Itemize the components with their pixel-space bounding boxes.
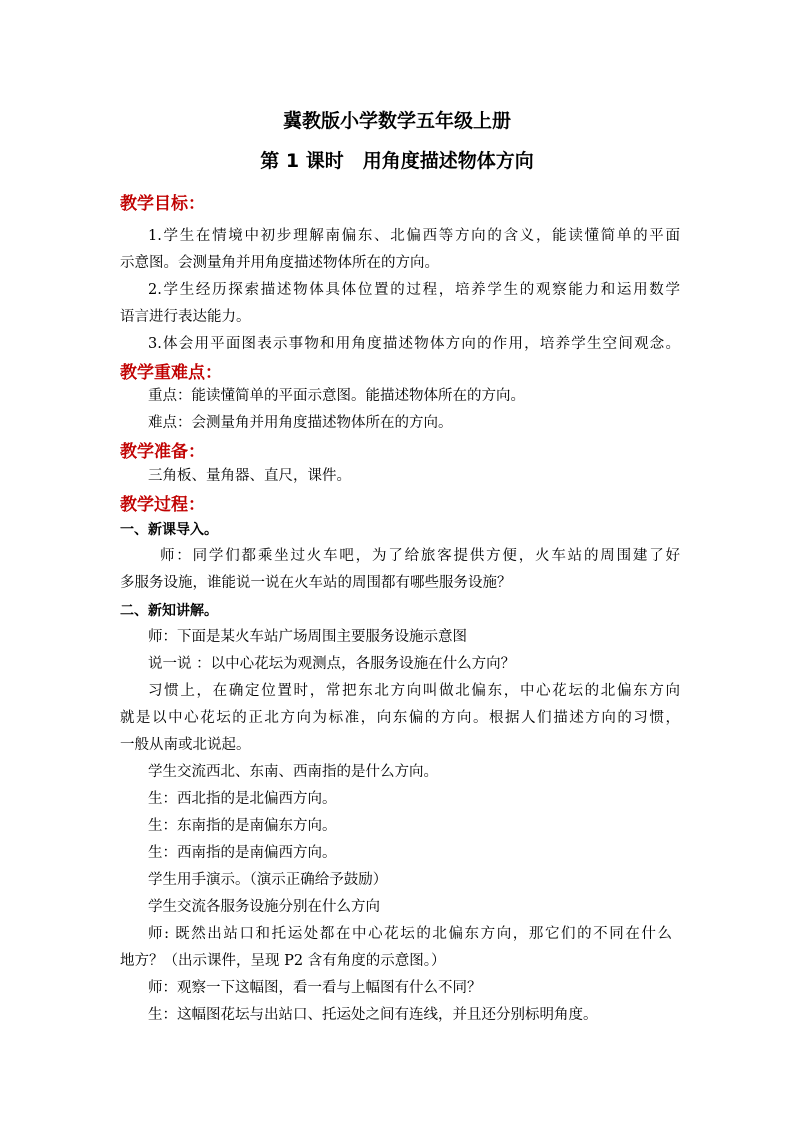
part2-line: 生：西北指的是北偏西方向。 — [148, 791, 337, 807]
objective-line: 3.体会用平面图表示事物和用角度描述物体方向的作用，培养学生空间观念。 — [148, 336, 680, 352]
part2-line: 生：东南指的是南偏东方向。 — [148, 818, 337, 834]
part2-line: 一般从南或北说起。 — [120, 737, 251, 753]
process-heading: 教学过程： — [120, 495, 205, 515]
part2-line: 师：观察一下这幅图，看一看与上幅图有什么不同？ — [148, 980, 482, 996]
part2-line: 学生用手演示。（演示正确给予鼓励） — [148, 872, 388, 888]
part2-line: 说一说 ：以中心花坛为观测点，各服务设施在什么方向？ — [148, 656, 516, 672]
key-point-line: 难点：会测量角并用角度描述物体所在的方向。 — [148, 415, 453, 431]
preparation-line: 三角板、量角器、直尺，课件。 — [148, 468, 351, 484]
part2-line: 就是以中心花坛的正北方向为标准，向东偏的方向。根据人们描述方向的习惯， — [120, 710, 680, 726]
part2-line: 学生交流西北、东南、西南指的是什么方向。 — [148, 764, 438, 780]
objective-line: 语言进行表达能力。 — [120, 309, 251, 325]
part2-line: 师: 既然出站口和托运处都在中心花坛的北偏东方向，那它们的不同在什么 — [148, 926, 672, 942]
part2-line: 习惯上，在确定位置时，常把东北方向叫做北偏东，中心花坛的北偏东方向 — [148, 683, 680, 699]
part2-line: 生：这幅图花坛与出站口、托运处之间有连线，并且还分别标明角度。 — [148, 1007, 598, 1023]
document-title: 冀教版小学数学五年级上册 — [282, 110, 511, 132]
objective-line: 1.学生在情境中初步理解南偏东、北偏西等方向的含义，能读懂简单的平面 — [148, 228, 680, 244]
objective-line: 2.学生经历探索描述物体具体位置的过程，培养学生的观察能力和运用数学 — [148, 282, 680, 298]
part1-heading: 一、新课导入。 — [120, 522, 218, 538]
key-points-heading: 教学重难点： — [120, 363, 222, 383]
part2-line: 学生交流各服务设施分别在什么方向 — [148, 899, 380, 915]
part1-line: 师：同学们都乘坐过火车吧，为了给旅客提供方便，火车站的周围建了好 — [160, 548, 680, 564]
part2-heading: 二、新知讲解。 — [120, 603, 218, 619]
preparation-heading: 教学准备： — [120, 442, 205, 462]
lesson-subtitle: 第 1 课时 用角度描述物体方向 — [260, 150, 534, 172]
key-point-line: 重点：能读懂简单的平面示意图。能描述物体所在的方向。 — [148, 388, 525, 404]
objectives-heading: 教学目标： — [120, 194, 205, 214]
part2-line: 生：西南指的是南偏西方向。 — [148, 845, 337, 861]
objective-line: 示意图。会测量角并用角度描述物体所在的方向。 — [120, 255, 439, 271]
part2-line: 地方？（出示课件，呈现 P2 含有角度的示意图。） — [120, 953, 446, 969]
part1-line: 多服务设施，谁能说一说在火车站的周围都有哪些服务设施？ — [120, 575, 512, 591]
part2-line: 师：下面是某火车站广场周围主要服务设施示意图 — [148, 629, 467, 645]
